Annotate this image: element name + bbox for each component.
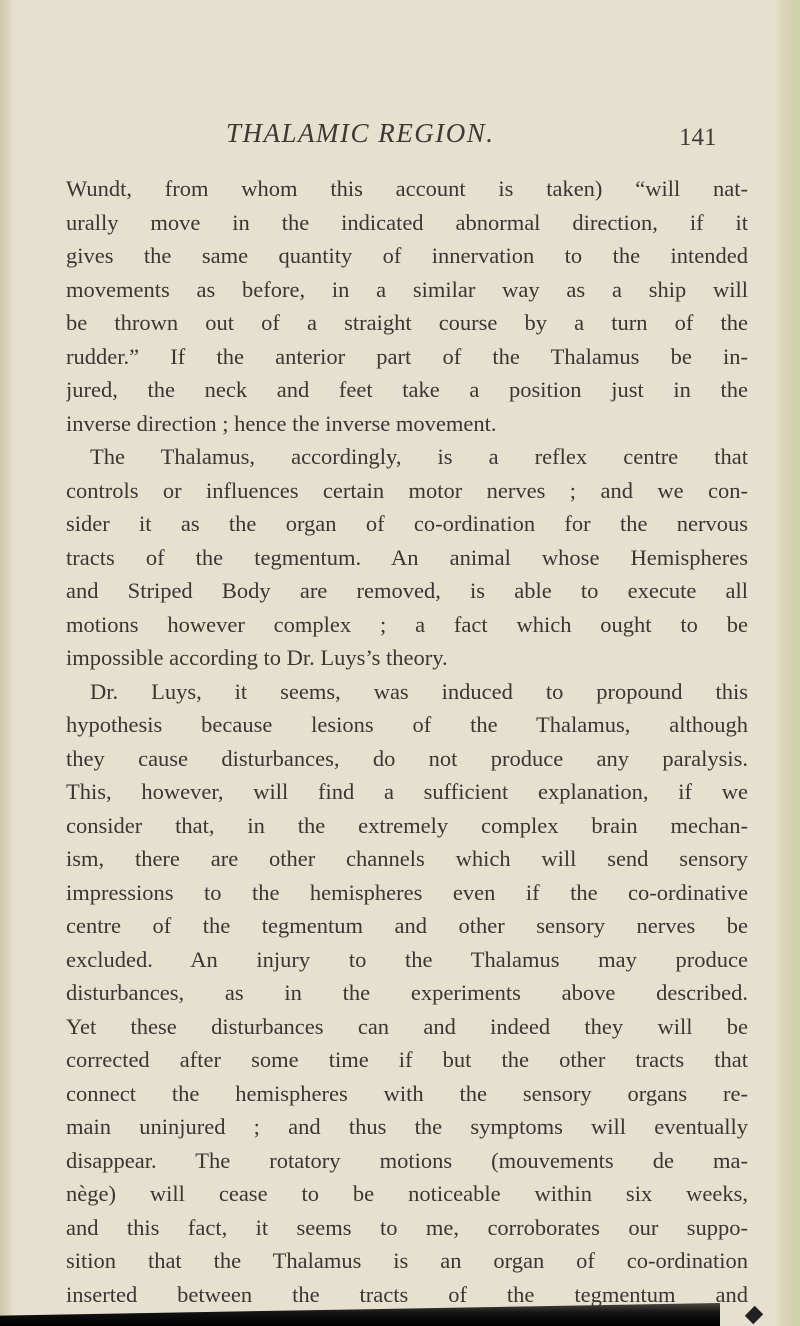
page-edge-right	[774, 0, 800, 1326]
text-line: sition that the Thalamus is an organ of co-ordination	[66, 1248, 748, 1273]
text-line: The Thalamus, accordingly, is a reflex centre that	[90, 444, 748, 469]
running-title: THALAMIC REGION.	[226, 118, 495, 148]
text-line: urally move in the indicated abnormal direction, if it	[66, 209, 748, 235]
page-number: 141	[679, 124, 717, 151]
body-text	[66, 172, 748, 1311]
text-line: and this fact, it seems to me, corroborates our suppo-	[66, 1214, 748, 1240]
text-line: impossible according to Dr. Luys’s theory.	[66, 645, 448, 670]
text-line: This, however, will find a sufficient explanation, if we	[66, 779, 748, 804]
text-line: jured, the neck and feet take a position just in the	[66, 377, 748, 402]
text-line: sider it as the organ of co-ordination for the nervous	[66, 511, 748, 536]
text-line: hypothesis because lesions of the Thalamus, although	[66, 712, 748, 737]
text-line: rudder.” If the anterior part of the Thalamus be in-	[66, 343, 748, 369]
text-line: main uninjured ; and thus the symptoms will eventually	[66, 1114, 748, 1139]
text-line: connect the hemispheres with the sensory organs re-	[66, 1080, 748, 1106]
text-line: tracts of the tegmentum. An animal whose Hemispheres	[66, 544, 748, 570]
text-line: disturbances, as in the experiments above described.	[66, 980, 748, 1005]
text-line: they cause disturbances, do not produce any paralysis.	[66, 745, 748, 771]
text-line: excluded. An injury to the Thalamus may produce	[66, 946, 748, 972]
text-line: Dr. Luys, it seems, was induced to propound this	[90, 678, 748, 704]
text-line: inserted between the tracts of the tegmentum and	[66, 1281, 748, 1307]
page-edge-left	[0, 0, 14, 1326]
text-line: and Striped Body are removed, is able to execute all	[66, 578, 748, 603]
text-line: impressions to the hemispheres even if the co-ordinative	[66, 879, 748, 905]
text-line: gives the same quantity of innervation to the intended	[66, 243, 748, 268]
text-line: inverse direction ; hence the inverse movement.	[66, 410, 497, 436]
text-line: centre of the tegmentum and other sensory nerves be	[66, 913, 748, 938]
page-header	[0, 118, 800, 158]
text-line: corrected after some time if but the other tracts that	[66, 1047, 748, 1072]
text-line: motions however complex ; a fact which ought to be	[66, 611, 748, 637]
text-line: disappear. The rotatory motions (mouvements de ma-	[66, 1147, 748, 1173]
text-line: movements as before, in a similar way as a ship will	[66, 276, 748, 302]
text-line: Yet these disturbances can and indeed they will be	[66, 1013, 748, 1039]
text-line: be thrown out of a straight course by a turn of the	[66, 310, 748, 335]
text-line: controls or influences certain motor nerves ; and we con-	[66, 477, 748, 503]
text-line: nège) will cease to be noticeable within six weeks,	[66, 1181, 748, 1206]
text-line: consider that, in the extremely complex brain mechan-	[66, 812, 748, 838]
text-line: Wundt, from whom this account is taken) “will nat-	[66, 176, 748, 201]
text-line: ism, there are other channels which will send sensory	[66, 846, 748, 871]
